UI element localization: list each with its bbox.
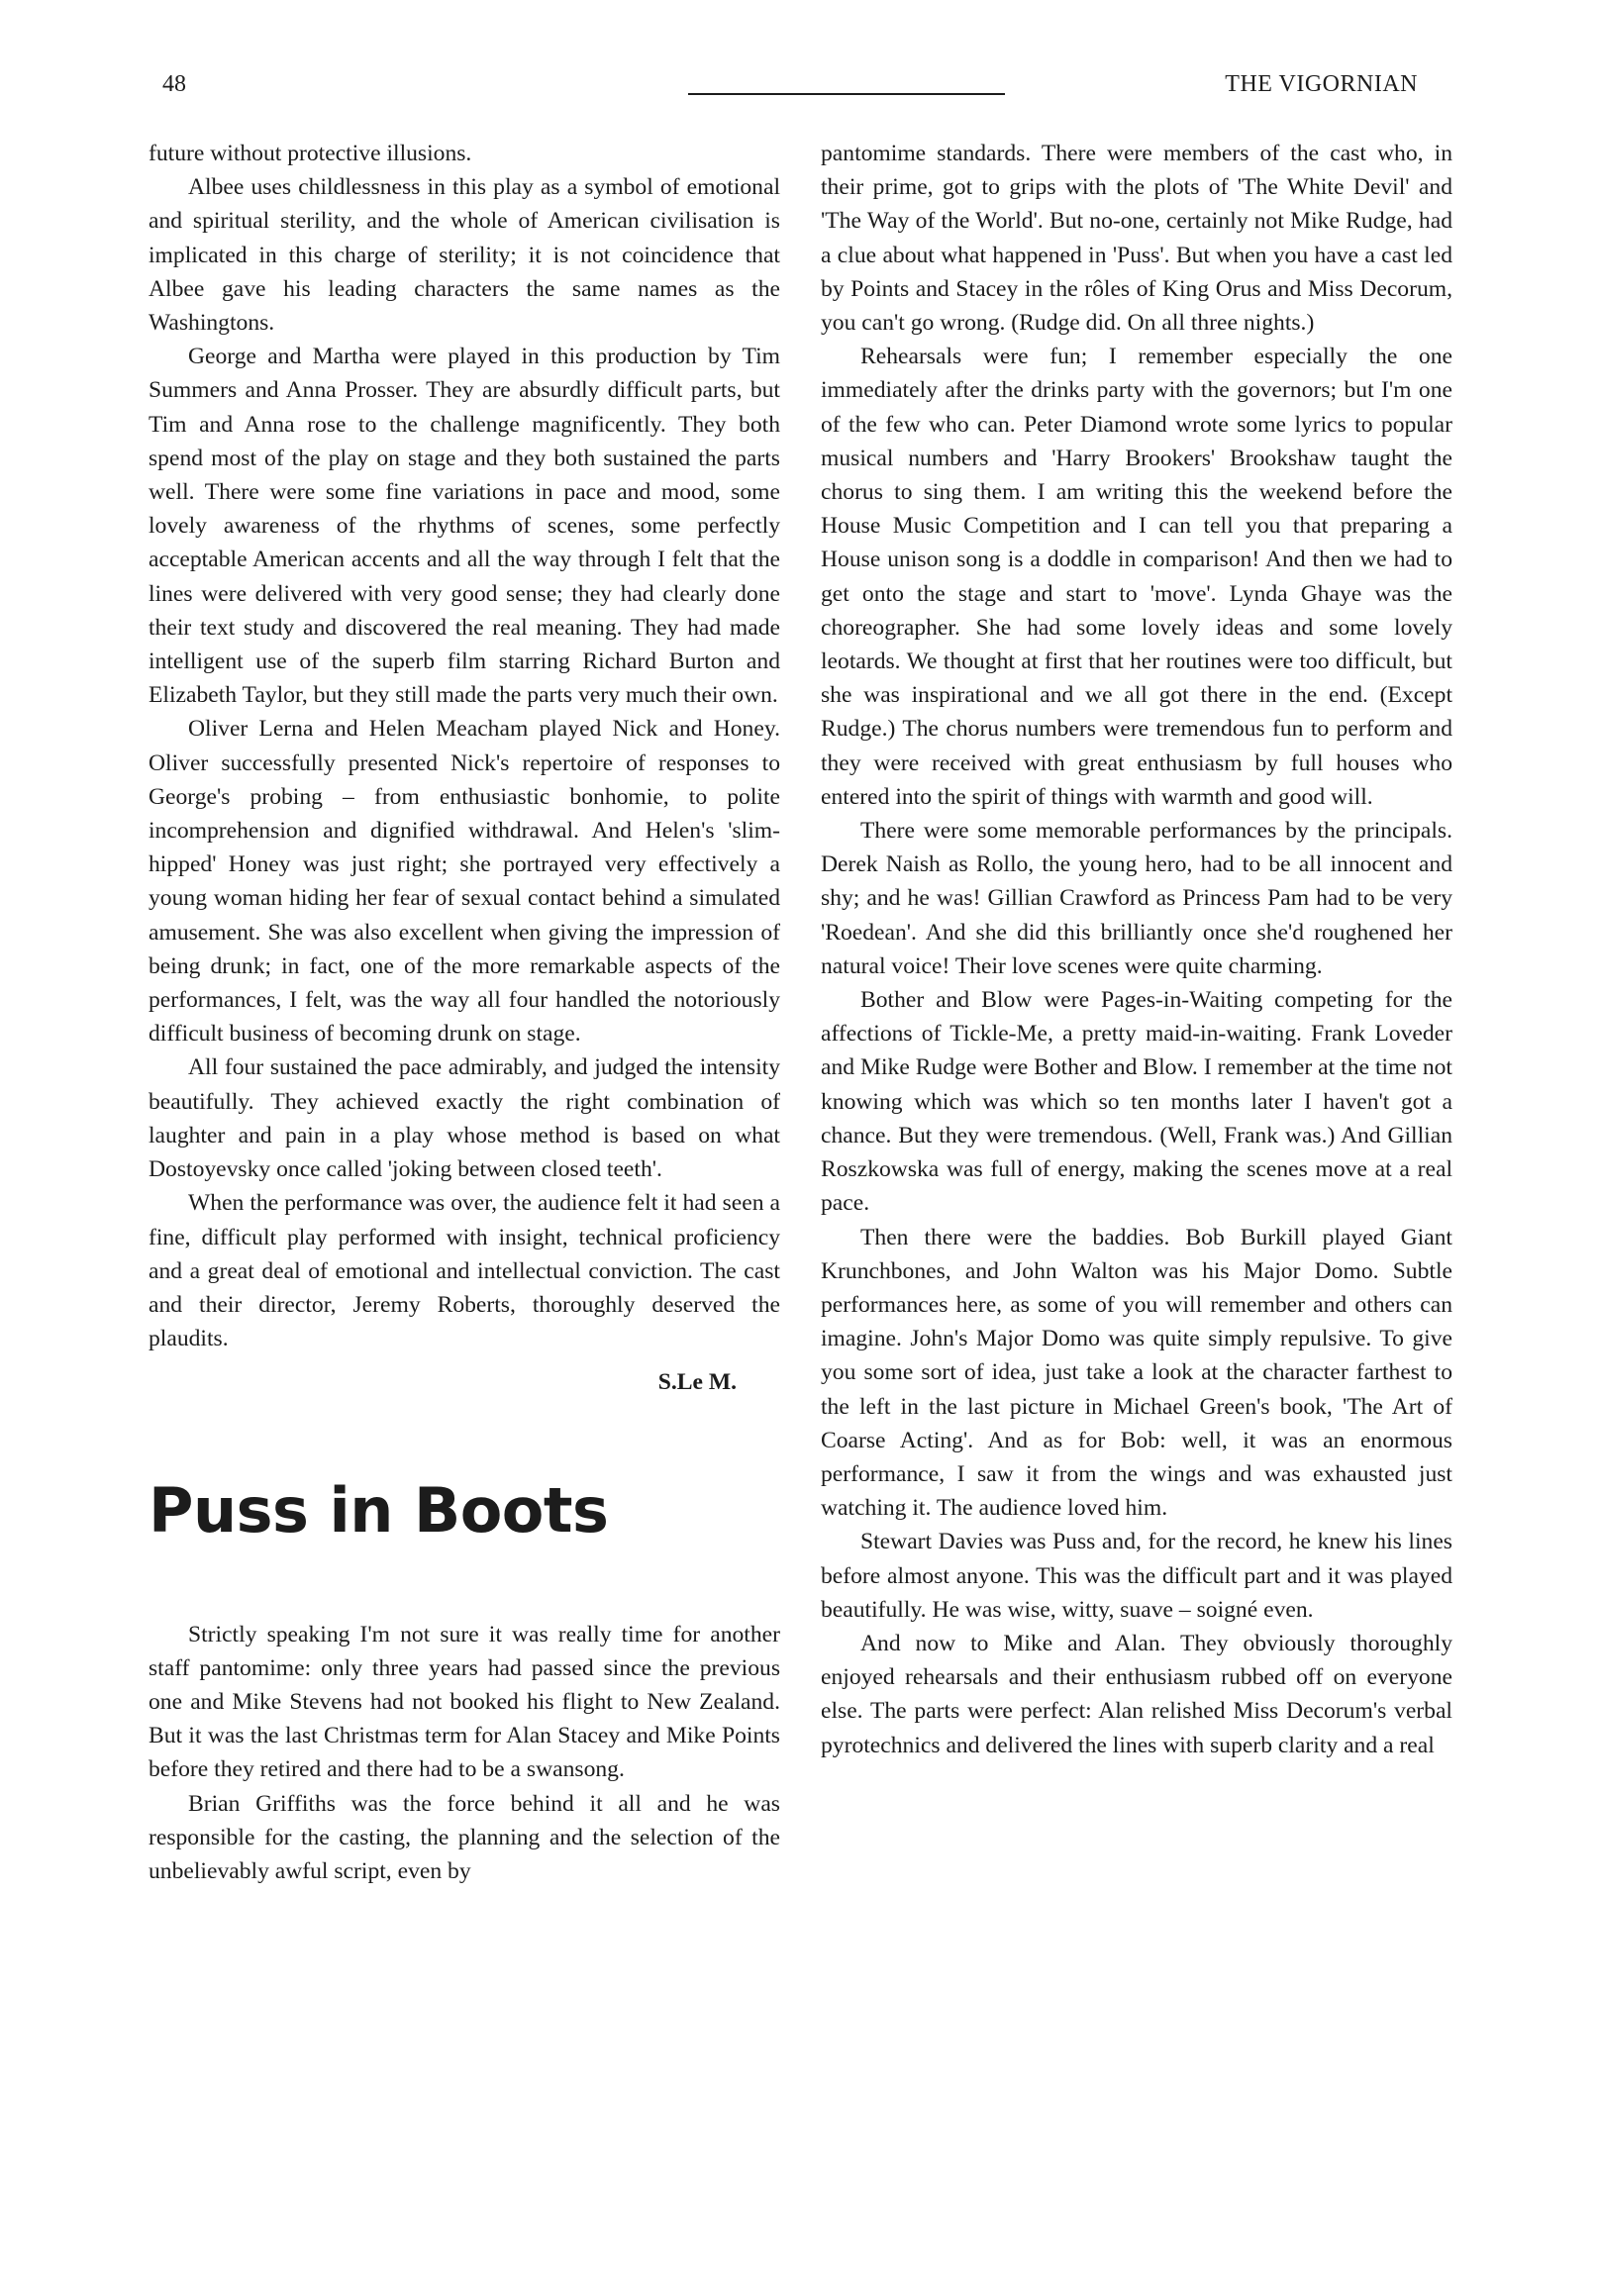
right-column (821, 137, 1452, 1762)
paragraph: Rehearsals were fun; I remember especially the one immediately after the drinks party with the governors; but I'm one of the few who can. Peter Diamond wrote some lyrics to popular musical numbers and 'Harry Brookers' Brookshaw taught the chorus to sing them. I am writing this the weekend before the House Music Competition and I can tell you that preparing a House unison song is a doddle in comparison! And then we had to get onto the stage and start to 'move'. Lynda Ghaye was the choreographer. She had some lovely ideas and some lovely leotards. We thought at first that her routines were too difficult, but she was inspirational and we all got there in the end. (Except Rudge.) The chorus numbers were tremendous fun to perform and they were received with great enthusiasm by full houses who entered into the spirit of things with warmth and good will. (821, 344, 1452, 810)
paragraph: George and Martha were played in this production by Tim Summers and Anna Prosser. They are absurdly difficult parts, but Tim and Anna rose to the challenge magnificently. They both spend most of the play on stage and they both sustained the parts well. There were some fine variations in pace and mood, some lovely awareness of the rhythms of scenes, some perfectly acceptable American accents and all the way through I felt that the lines were delivered with very good sense; they had clearly done their text study and discovered the real meaning. They had made intelligent use of the superb film starring Richard Burton and Elizabeth Taylor, but they still made the parts very much their own. (149, 344, 780, 709)
paragraph: Stewart Davies was Puss and, for the record, he knew his lines before almost anyone. This was the difficult part and it was played beautifully. He was wise, witty, suave – soigné even. (821, 1529, 1452, 1623)
header-rule (688, 93, 1005, 95)
paragraph: Then there were the baddies. Bob Burkill played Giant Krunchbones, and John Walton was his Major Domo. Subtle performances here, as some of you will remember and others can imagine. John's Major Domo was quite simply repulsive. To give you some sort of idea, just take a look at the character farthest to the left in the last picture in Michael Green's book, 'The Art of Coarse Acting'. And as for Bob: well, it was an enormous performance, I saw it from the wings and was exhausted just watching it. The audience loved him. (821, 1224, 1452, 1522)
paragraph: When the performance was over, the audience felt it had seen a fine, difficult play performed with insight, technical proficiency and a great deal of emotional and intellectual conviction. The cast and their director, Jeremy Roberts, thoroughly deserved the plaudits. (149, 1190, 780, 1352)
paragraph: pantomime standards. There were members of the cast who, in their prime, got to grips with the plots of 'The White Devil' and 'The Way of the World'. But no-one, certainly not Mike Rudge, had a clue about what happened in 'Puss'. But when you have a cast led by Points and Stacey in the rôles of King Orus and Miss Decorum, you can't go wrong. (Rudge did. On all three nights.) (821, 141, 1452, 337)
paragraph: future without protective illusions. (149, 141, 472, 166)
article-title: Puss in Boots (149, 1473, 609, 1547)
paragraph: Albee uses childlessness in this play as a symbol of emotional and spiritual sterility, and the whole of American civilisation is implicated in this charge of sterility; it is not coincidence that Albee gave his leading characters the same names as the Washingtons. (149, 174, 780, 337)
page-number: 48 (162, 71, 186, 97)
left-column (149, 137, 780, 1888)
review-signature: S.Le M. (657, 1369, 737, 1396)
page-header (149, 71, 1418, 111)
paragraph: There were some memorable performances by the principals. Derek Naish as Rollo, the young hero, had to be all innocent and shy; and he was! Gillian Crawford as Princess Pam had to be very 'Roedean'. And she did this brilliantly once she'd roughened her natural voice! Their love scenes were quite charming. (821, 818, 1452, 979)
paragraph: Bother and Blow were Pages-in-Waiting competing for the affections of Tickle-Me, a pretty maid-in-waiting. Frank Loveder and Mike Rudge were Bother and Blow. I remember at the time not knowing which was which so ten months later I haven't got a chance. But they were tremendous. (Well, Frank was.) And Gillian Roszkowska was full of energy, making the scenes move at a real pace. (821, 987, 1452, 1217)
paragraph: Oliver Lerna and Helen Meacham played Nick and Honey. Oliver successfully presented Nick's repertoire of responses to George's probing – from enthusiastic bonhomie, to polite incomprehension and dignified withdrawal. And Helen's 'slim-hipped' Honey was just right; she portrayed very effectively a young woman hiding her fear of sexual contact behind a simulated amusement. She was also excellent when giving the impression of being drunk; in fact, one of the more remarkable aspects of the performances, I felt, was the way all four handled the notoriously difficult business of becoming drunk on stage. (149, 716, 780, 1048)
paragraph: Brian Griffiths was the force behind it all and he was responsible for the casting, the planning and the selection of the unbelievably awful script, even by (149, 1790, 780, 1884)
paragraph: All four sustained the pace admirably, and judged the intensity beautifully. They achieved exactly the right combination of laughter and pain in a play whose method is based on what Dostoyevsky once called 'joking between closed teeth'. (149, 1054, 780, 1183)
paragraph: Strictly speaking I'm not sure it was really time for another staff pantomime: only three years had passed since the previous one and Mike Stevens had not booked his flight to New Zealand. But it was the last Christmas term for Alan Stacey and Mike Points before they retired and there had to be a swansong. (149, 1621, 780, 1783)
paragraph: And now to Mike and Alan. They obviously thoroughly enjoyed rehearsals and their enthusiasm rubbed off on everyone else. The parts were perfect: Alan relished Miss Decorum's verbal pyrotechnics and delivered the lines with superb clarity and a real (821, 1630, 1452, 1758)
journal-title: THE VIGORNIAN (1225, 71, 1418, 97)
